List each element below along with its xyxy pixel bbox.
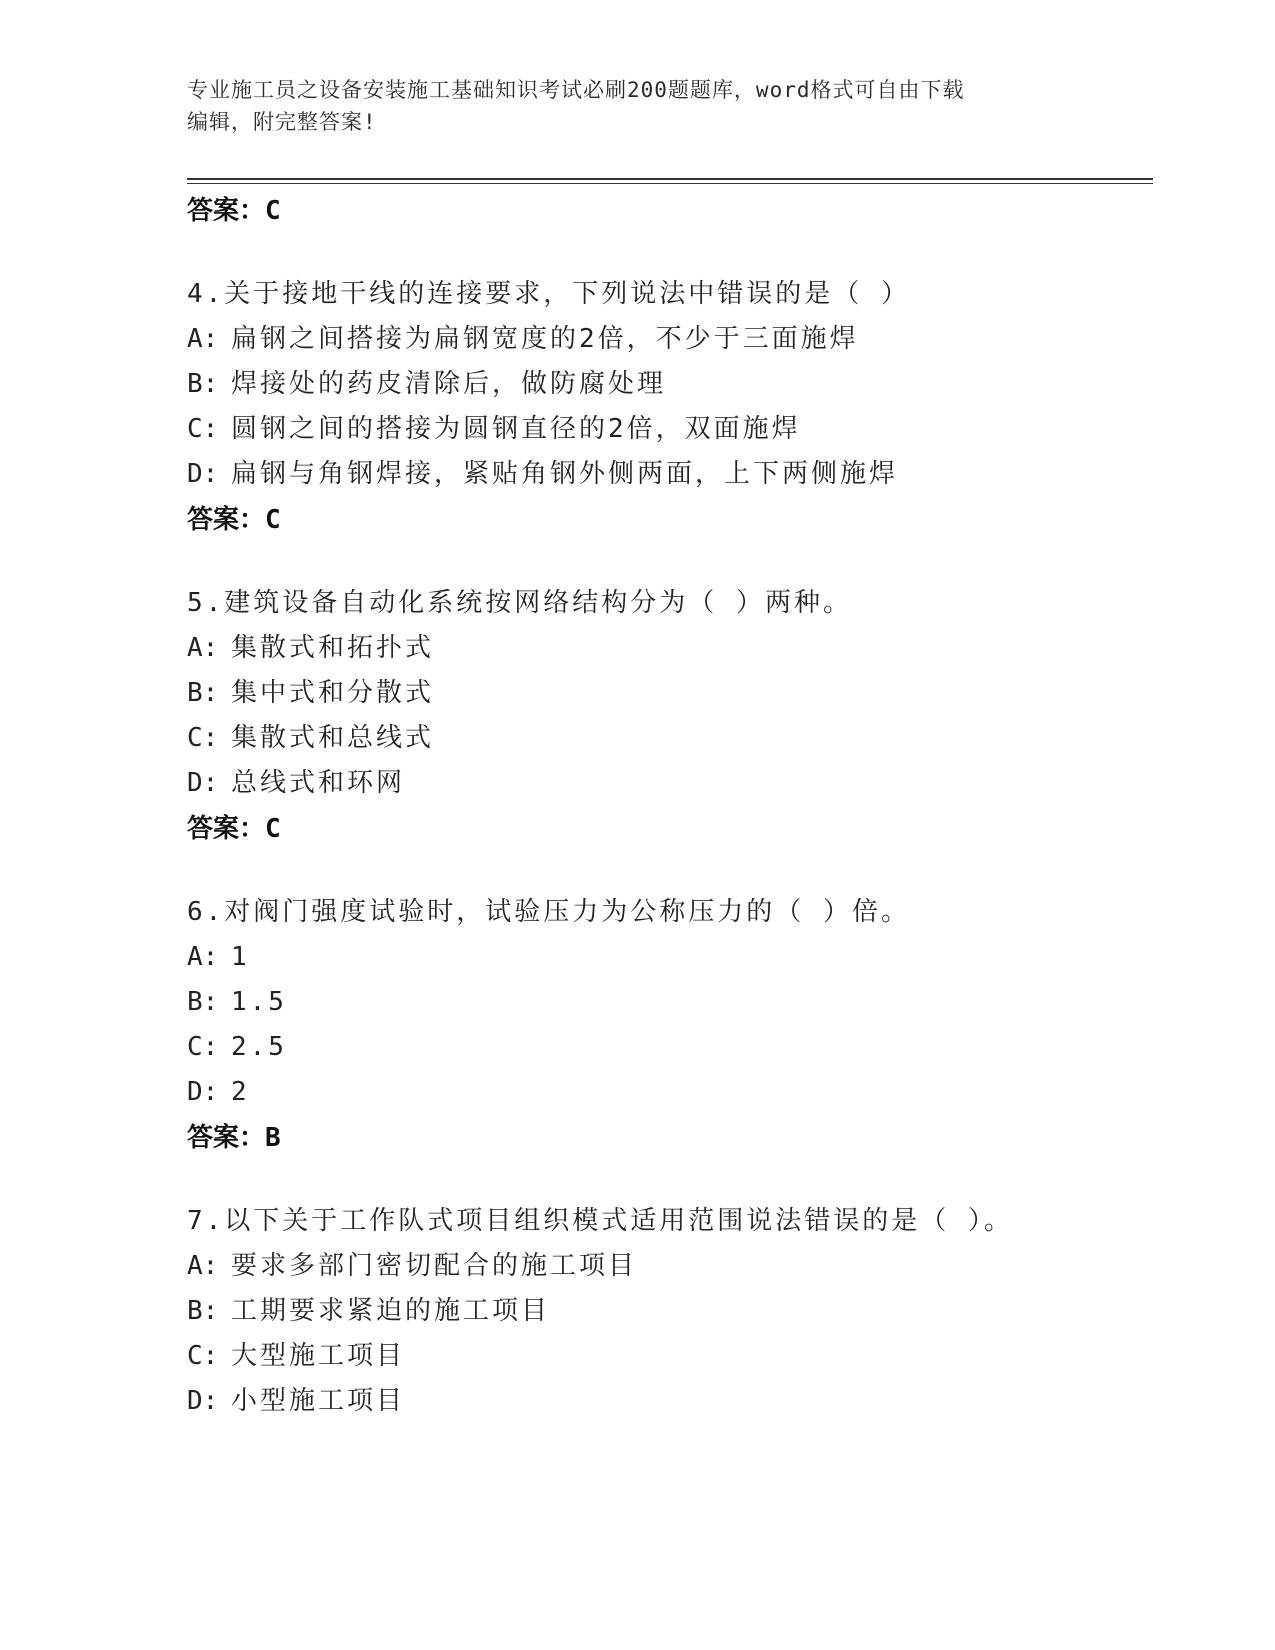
question-block	[187, 272, 1153, 543]
option-text: 小型施工项目	[231, 1386, 406, 1416]
option-text: 要求多部门密切配合的施工项目	[231, 1251, 638, 1281]
question-block	[187, 1199, 1153, 1424]
option-c	[187, 1334, 1153, 1379]
option-letter: D:	[187, 1386, 219, 1416]
option-d	[187, 1070, 1153, 1115]
option-text: 焊接处的药皮清除后，做防腐处理	[231, 369, 667, 399]
option-d	[187, 452, 1153, 497]
option-letter: B:	[187, 369, 219, 399]
option-a	[187, 1244, 1153, 1289]
option-letter: C:	[187, 723, 219, 753]
answer-value: C	[265, 814, 281, 844]
option-letter: B:	[187, 1296, 219, 1326]
option-letter: B:	[187, 987, 219, 1017]
question-list	[187, 188, 1153, 1424]
option-a	[187, 626, 1153, 671]
option-text: 集散式和总线式	[231, 723, 435, 753]
option-a	[187, 935, 1153, 980]
option-text: 2.5	[231, 1032, 287, 1062]
option-letter: C:	[187, 414, 219, 444]
option-letter: A:	[187, 324, 219, 354]
option-text: 工期要求紧迫的施工项目	[231, 1296, 551, 1326]
answer-line	[187, 806, 1153, 852]
option-letter: A:	[187, 942, 219, 972]
option-letter: D:	[187, 768, 219, 798]
option-c	[187, 407, 1153, 452]
option-letter: C:	[187, 1032, 219, 1062]
answer-line	[187, 1115, 1153, 1161]
option-letter: D:	[187, 459, 219, 489]
header-rule-thin	[187, 183, 1153, 184]
option-text: 集中式和分散式	[231, 678, 435, 708]
answer-label: 答案：	[187, 814, 266, 844]
option-d	[187, 1379, 1153, 1424]
page-header	[187, 74, 1087, 138]
option-text: 2	[231, 1077, 250, 1107]
option-text: 大型施工项目	[231, 1341, 406, 1371]
option-text: 扁钢之间搭接为扁钢宽度的2倍，不少于三面施焊	[231, 324, 859, 354]
question-title: 4.关于接地干线的连接要求，下列说法中错误的是（ ）	[187, 279, 910, 309]
option-letter: D:	[187, 1077, 219, 1107]
option-text: 圆钢之间的搭接为圆钢直径的2倍，双面施焊	[231, 414, 801, 444]
option-letter: B:	[187, 678, 219, 708]
answer-line	[187, 497, 1153, 543]
header-rule-thick	[187, 178, 1153, 180]
answer-value: B	[265, 1123, 281, 1153]
option-c	[187, 1025, 1153, 1070]
option-b	[187, 1289, 1153, 1334]
option-text: 1.5	[231, 987, 287, 1017]
answer-value: C	[265, 505, 281, 535]
option-b	[187, 362, 1153, 407]
option-a	[187, 317, 1153, 362]
option-text: 集散式和拓扑式	[231, 633, 435, 663]
option-b	[187, 671, 1153, 716]
option-text: 扁钢与角钢焊接，紧贴角钢外侧两面，上下两侧施焊	[231, 459, 899, 489]
question-block	[187, 581, 1153, 852]
answer-label: 答案：	[187, 1123, 266, 1153]
option-b	[187, 980, 1153, 1025]
question-title: 6.对阀门强度试验时，试验压力为公称压力的（ ）倍。	[187, 897, 910, 927]
option-letter: A:	[187, 1251, 219, 1281]
answer-value: C	[265, 196, 281, 226]
option-text: 总线式和环网	[231, 768, 406, 798]
header-line-2: 编辑，附完整答案!	[187, 110, 377, 134]
option-letter: A:	[187, 633, 219, 663]
option-c	[187, 716, 1153, 761]
question-block	[187, 890, 1153, 1161]
option-d	[187, 761, 1153, 806]
header-line-1: 专业施工员之设备安装施工基础知识考试必刷200题题库，word格式可自由下载	[187, 78, 965, 102]
question-title: 5.建筑设备自动化系统按网络结构分为（ ）两种。	[187, 588, 852, 618]
answer-label: 答案：	[187, 505, 266, 535]
answer-line	[187, 188, 1153, 234]
option-letter: C:	[187, 1341, 219, 1371]
answer-label: 答案：	[187, 196, 266, 226]
option-text: 1	[231, 942, 250, 972]
question-title: 7.以下关于工作队式项目组织模式适用范围说法错误的是（ ）。	[187, 1206, 1013, 1236]
